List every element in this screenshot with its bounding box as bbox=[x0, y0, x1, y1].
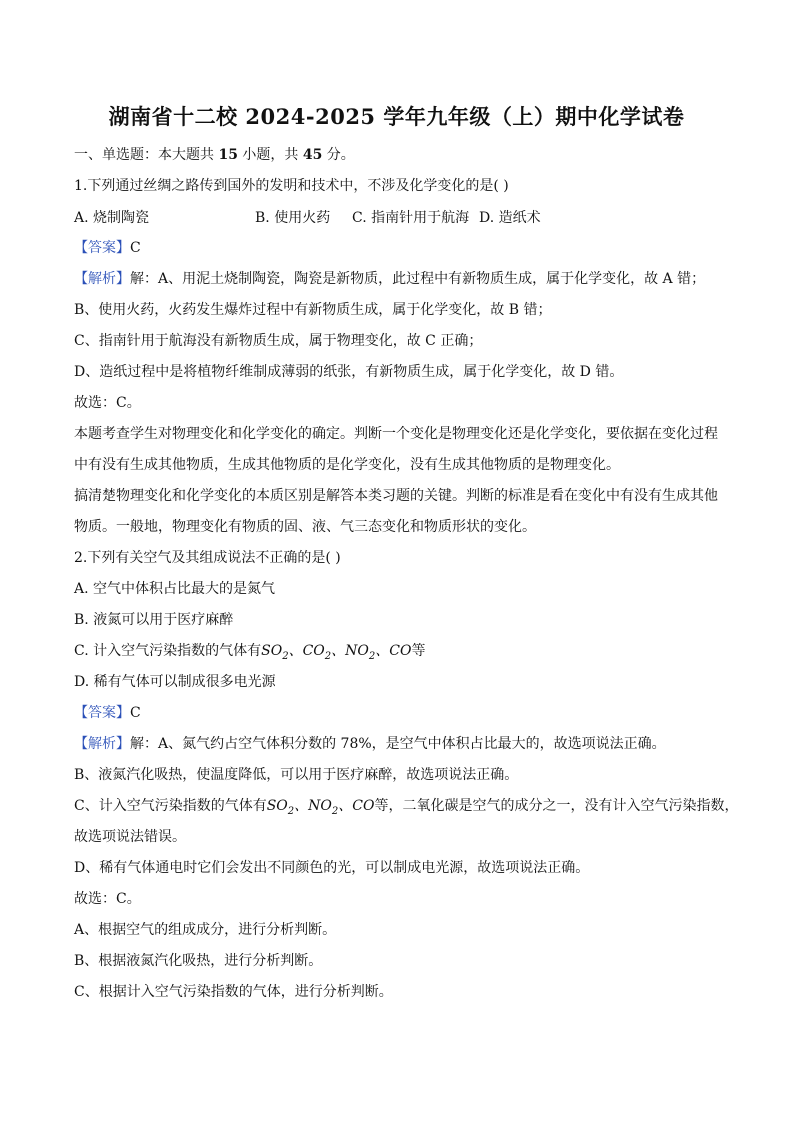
q1-analysis-6: 本题考查学生对物理变化和化学变化的确定。判断一个变化是物理变化还是化学变化，要依据在变化过程 bbox=[74, 426, 718, 442]
q1-option-d: D. 造纸术 bbox=[479, 210, 541, 226]
q2-option-c: C. 计入空气污染指数的气体有$SO_2$、$CO_2$、$NO_2$、CO等 bbox=[74, 643, 426, 662]
q1-analysis-5: 故选：C。 bbox=[74, 395, 141, 411]
q1-analysis-9: 物质。一般地，物理变化有物质的固、液、气三态变化和物质形状的变化。 bbox=[74, 519, 536, 535]
q2-analysis-6: 故选：C。 bbox=[74, 891, 141, 907]
q1-analysis-8: 搞清楚物理变化和化学变化的本质区别是解答本类习题的关键。判断的标准是看在变化中有没有生成其他 bbox=[74, 488, 718, 504]
q1-question: 1.下列通过丝绸之路传到国外的发明和技术中，不涉及化学变化的是( ) bbox=[74, 178, 509, 194]
section-heading: 一、单选题：本大题共 15 小题，共 45 分。 bbox=[74, 147, 355, 163]
q1-option-b: B. 使用火药 bbox=[255, 210, 331, 226]
formula-list: $SO_2$、$NO_2$、CO bbox=[266, 798, 375, 817]
q1-answer: 【答案】C bbox=[74, 240, 141, 256]
answer-label: 【答案】 bbox=[74, 705, 130, 721]
exam-title: 湖南省十二校 2024-2025 学年九年级（上）期中化学试卷 bbox=[108, 104, 685, 129]
analysis-label: 【解析】 bbox=[74, 271, 130, 287]
formula-list: $SO_2$、$CO_2$、$NO_2$、CO bbox=[261, 643, 412, 662]
q1-analysis-1: 【解析】解：A、用泥土烧制陶瓷，陶瓷是新物质，此过程中有新物质生成，属于化学变化，故 A 错； bbox=[74, 271, 706, 287]
q2-analysis-8: B、根据液氮汽化吸热，进行分析判断。 bbox=[74, 953, 323, 969]
q2-option-d: D. 稀有气体可以制成很多电光源 bbox=[74, 674, 276, 690]
answer-label: 【答案】 bbox=[74, 240, 130, 256]
q2-option-b: B. 液氮可以用于医疗麻醉 bbox=[74, 612, 234, 628]
analysis-label: 【解析】 bbox=[74, 736, 130, 752]
q1-analysis-3: C、指南针用于航海没有新物质生成，属于物理变化，故 C 正确； bbox=[74, 333, 483, 349]
q2-question: 2.下列有关空气及其组成说法不正确的是( ) bbox=[74, 550, 341, 566]
q2-analysis-3: C、计入空气污染指数的气体有$SO_2$、$NO_2$、CO等，二氧化碳是空气的成分之一，没有计入空气污染指数， bbox=[74, 798, 739, 817]
q1-analysis-2: B、使用火药，火药发生爆炸过程中有新物质生成，属于化学变化，故 B 错； bbox=[74, 302, 552, 318]
q2-analysis-9: C、根据计入空气污染指数的气体，进行分析判断。 bbox=[74, 984, 393, 1000]
q1-option-c: C. 指南针用于航海 bbox=[352, 210, 470, 226]
q2-option-a: A. 空气中体积占比最大的是氮气 bbox=[74, 581, 276, 597]
q1-option-a: A. 烧制陶瓷 bbox=[74, 210, 150, 226]
q2-analysis-1: 【解析】解：A、氮气约占空气体积分数的 78%，是空气中体积占比最大的，故选项说法正确。 bbox=[74, 736, 666, 752]
q2-analysis-5: D、稀有气体通电时它们会发出不同颜色的光，可以制成电光源，故选项说法正确。 bbox=[74, 860, 590, 876]
q2-answer: 【答案】C bbox=[74, 705, 141, 721]
q1-analysis-7: 中有没有生成其他物质，生成其他物质的是化学变化，没有生成其他物质的是物理变化。 bbox=[74, 457, 620, 473]
q2-analysis-2: B、液氮汽化吸热，使温度降低，可以用于医疗麻醉，故选项说法正确。 bbox=[74, 767, 519, 783]
q2-analysis-7: A、根据空气的组成成分，进行分析判断。 bbox=[74, 922, 337, 938]
q1-analysis-4: D、造纸过程中是将植物纤维制成薄弱的纸张，有新物质生成，属于化学变化，故 D 错。 bbox=[74, 364, 624, 380]
q2-analysis-4: 故选项说法错误。 bbox=[74, 829, 186, 845]
